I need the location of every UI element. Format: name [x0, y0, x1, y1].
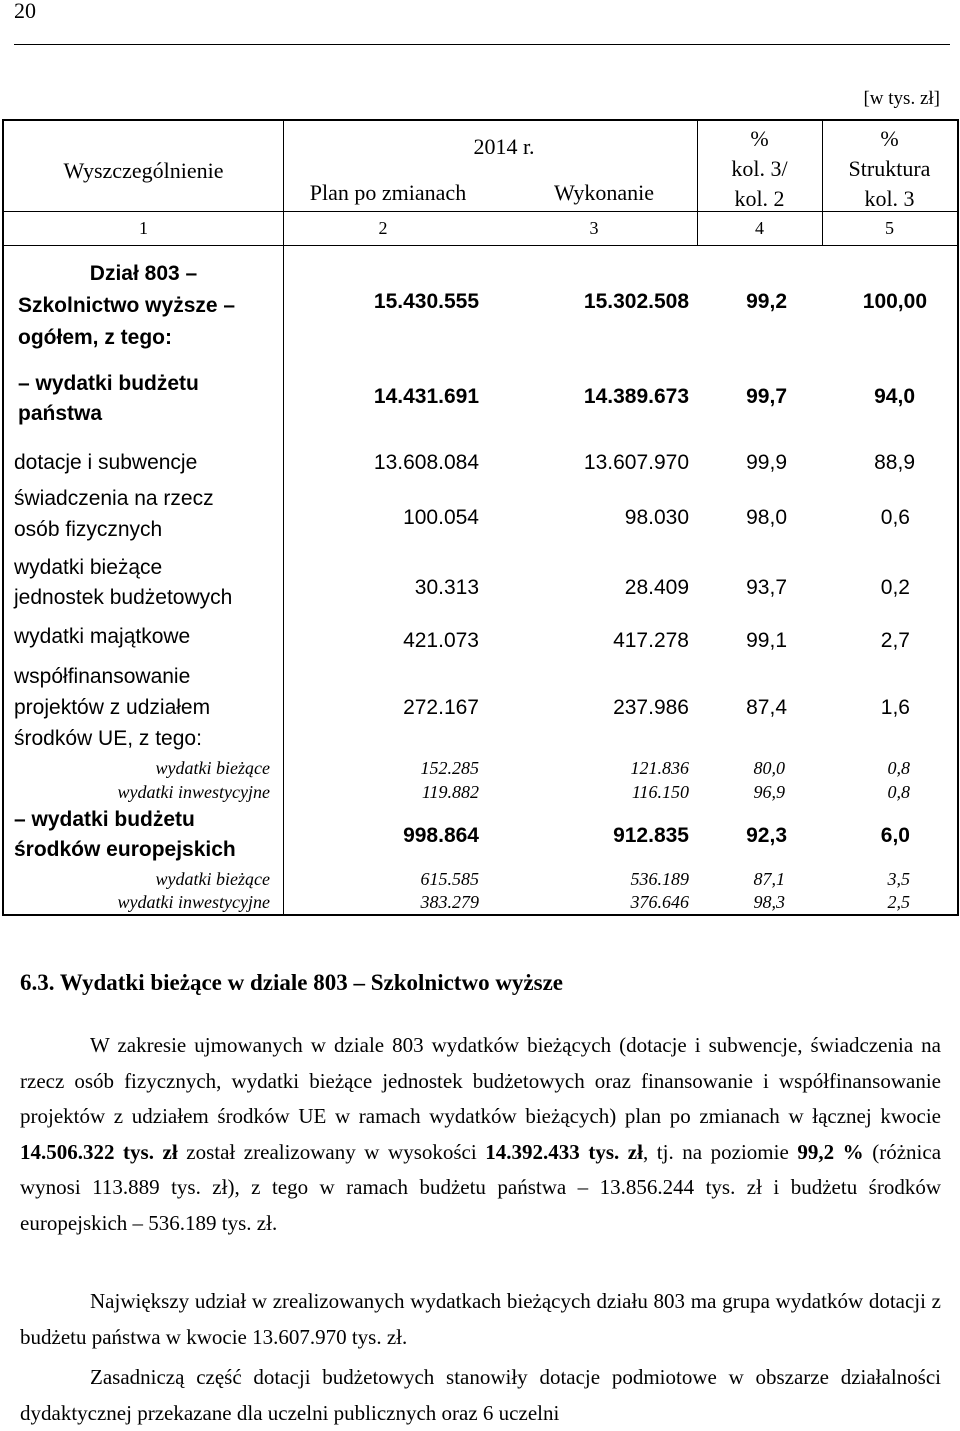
- header-percent: kol. 3/: [731, 156, 788, 181]
- percent-value: 93,7: [746, 576, 787, 599]
- unit-note: [w tys. zł]: [863, 88, 940, 109]
- paragraph-text: Zasadniczą część dotacji budżetowych stanowiły dotacje podmiotowe w obszarze działalności dydaktycznej przekazane dla uczelni publicznych oraz 6 uczelni: [20, 1365, 941, 1425]
- row-label: środków UE, z tego:: [14, 727, 202, 750]
- row-label: projektów z udziałem: [14, 696, 211, 719]
- row-label: wydatki bieżące: [14, 556, 163, 579]
- paragraph-text: Największy udział w zrealizowanych wydatkach bieżących działu 803 ma grupa wydatków dotacji z budżetu państwa w kwocie 13.607.970 tys. zł.: [20, 1289, 941, 1349]
- row-label: wydatki majątkowe: [14, 625, 191, 648]
- execution-value: 912.835: [613, 824, 689, 847]
- row-label: współfinansowanie: [14, 665, 191, 688]
- structure-value: 88,9: [874, 451, 915, 474]
- row-label: jednostek budżetowych: [14, 586, 233, 609]
- structure-value: 3,5: [887, 869, 910, 889]
- percent-value: 99,1: [746, 629, 787, 652]
- plan-value: 13.608.084: [373, 451, 479, 474]
- plan-amount: 14.506.322 tys. zł: [20, 1139, 178, 1164]
- structure-value: 6,0: [880, 824, 910, 847]
- row-label: – wydatki budżetu: [18, 372, 199, 395]
- row-label: wydatki inwestycyjne: [117, 782, 270, 802]
- execution-value: 14.389.673: [583, 385, 689, 408]
- row-label: dotacje i subwencje: [14, 451, 198, 474]
- percent-value: 87,4: [746, 696, 787, 719]
- row-label: wydatki bieżące: [155, 758, 270, 778]
- paragraph-text: (różnica wynosi 113.889 tys. zł), z tego w ramach budżetu państwa – 13.856.244 tys. zł i budżetu środków europejskich – 536.189 tys. zł.: [20, 1139, 942, 1235]
- row-label: osób fizycznych: [14, 518, 163, 541]
- row-label: Dział 803 –: [89, 262, 198, 285]
- execution-value: 28.409: [624, 576, 689, 599]
- plan-value: 100.054: [403, 506, 479, 529]
- execution-value: 376.646: [630, 892, 689, 912]
- plan-value: 15.430.555: [373, 290, 479, 313]
- percent-value: 99,9: [746, 451, 787, 474]
- row-label: środków europejskich: [14, 838, 236, 861]
- percent-value: 98,0: [746, 506, 787, 529]
- col-number: 5: [885, 218, 894, 238]
- col-number: 1: [139, 218, 148, 238]
- plan-value: 615.585: [420, 869, 479, 889]
- structure-value: 0,2: [880, 576, 910, 599]
- plan-value: 421.073: [403, 629, 479, 652]
- execution-value: 536.189: [630, 869, 689, 889]
- percent-value: 99,7: [746, 385, 787, 408]
- execution-value: 116.150: [631, 782, 689, 802]
- row-divider: [4, 245, 957, 246]
- structure-value: 0,6: [880, 506, 910, 529]
- plan-value: 30.313: [414, 576, 479, 599]
- section-heading: 6.3. Wydatki bieżące w dziale 803 – Szkolnictwo wyższe: [20, 970, 564, 995]
- row-label: ogółem, z tego:: [18, 326, 172, 349]
- row-label: świadczenia na rzecz: [14, 487, 214, 510]
- col-number: 4: [755, 218, 764, 238]
- execution-value: 13.607.970: [583, 451, 689, 474]
- header-percent: kol. 2: [734, 186, 785, 211]
- percent-value: 99,2: [746, 290, 787, 313]
- executed-amount: 14.392.433 tys. zł: [485, 1139, 643, 1164]
- plan-value: 14.431.691: [373, 385, 479, 408]
- execution-value: 98.030: [624, 506, 689, 529]
- structure-value: 100,00: [862, 290, 927, 313]
- header-structure: kol. 3: [864, 186, 915, 211]
- execution-value: 417.278: [613, 629, 689, 652]
- plan-value: 119.882: [421, 782, 479, 802]
- execution-value: 15.302.508: [583, 290, 689, 313]
- row-label: państwa: [18, 402, 103, 425]
- paragraph-2: [20, 1284, 941, 1355]
- percent-value: 98,3: [753, 892, 785, 912]
- header-structure: %: [880, 126, 899, 151]
- structure-value: 1,6: [880, 696, 910, 719]
- header-plan: Plan po zmianach: [309, 180, 467, 205]
- paragraph-text: W zakresie ujmowanych w dziale 803 wydatków bieżących (dotacje i subwencje, świadczenia na rzecz osób fizycznych, wydatki bieżące jednostek budżetowych oraz finansowanie i współfinansowanie projektów z udziałem środków UE w ramach wydatków bieżących) plan po zmianach w łącznej kwocie: [20, 1033, 941, 1128]
- percent-value: 92,3: [746, 824, 787, 847]
- header-percent: %: [750, 126, 769, 151]
- execution-percent: 99,2 %: [797, 1139, 864, 1164]
- execution-value: 121.836: [630, 758, 689, 778]
- structure-value: 0,8: [887, 782, 910, 802]
- header-rule: [14, 44, 950, 45]
- structure-value: 2,7: [880, 629, 910, 652]
- plan-value: 152.285: [420, 758, 479, 778]
- row-label: Szkolnictwo wyższe –: [18, 294, 236, 317]
- header-execution: Wykonanie: [553, 180, 655, 205]
- expenditure-table: [2, 119, 959, 916]
- plan-value: 998.864: [403, 824, 479, 847]
- paragraph-1: [20, 1028, 941, 1241]
- page-number: 20: [14, 0, 36, 23]
- header-structure: Struktura: [848, 156, 931, 181]
- percent-value: 96,9: [753, 782, 785, 802]
- structure-value: 0,8: [887, 758, 910, 778]
- structure-value: 2,5: [887, 892, 910, 912]
- col-number: 3: [589, 218, 599, 238]
- plan-value: 272.167: [403, 696, 479, 719]
- header-description: Wyszczególnienie: [63, 158, 224, 183]
- percent-value: 87,1: [753, 869, 785, 889]
- col-number: 2: [378, 218, 388, 238]
- paragraph-3: [20, 1360, 941, 1431]
- percent-value: 80,0: [753, 758, 785, 778]
- paragraph-text: został zrealizowany w wysokości: [177, 1139, 486, 1164]
- row-label: wydatki inwestycyjne: [117, 892, 270, 912]
- execution-value: 237.986: [613, 696, 689, 719]
- paragraph-text: , tj. na poziomie: [642, 1139, 798, 1164]
- structure-value: 94,0: [874, 385, 915, 408]
- plan-value: 383.279: [420, 892, 479, 912]
- row-label: wydatki bieżące: [155, 869, 270, 889]
- header-year: 2014 r.: [473, 134, 535, 159]
- row-label: – wydatki budżetu: [14, 808, 195, 831]
